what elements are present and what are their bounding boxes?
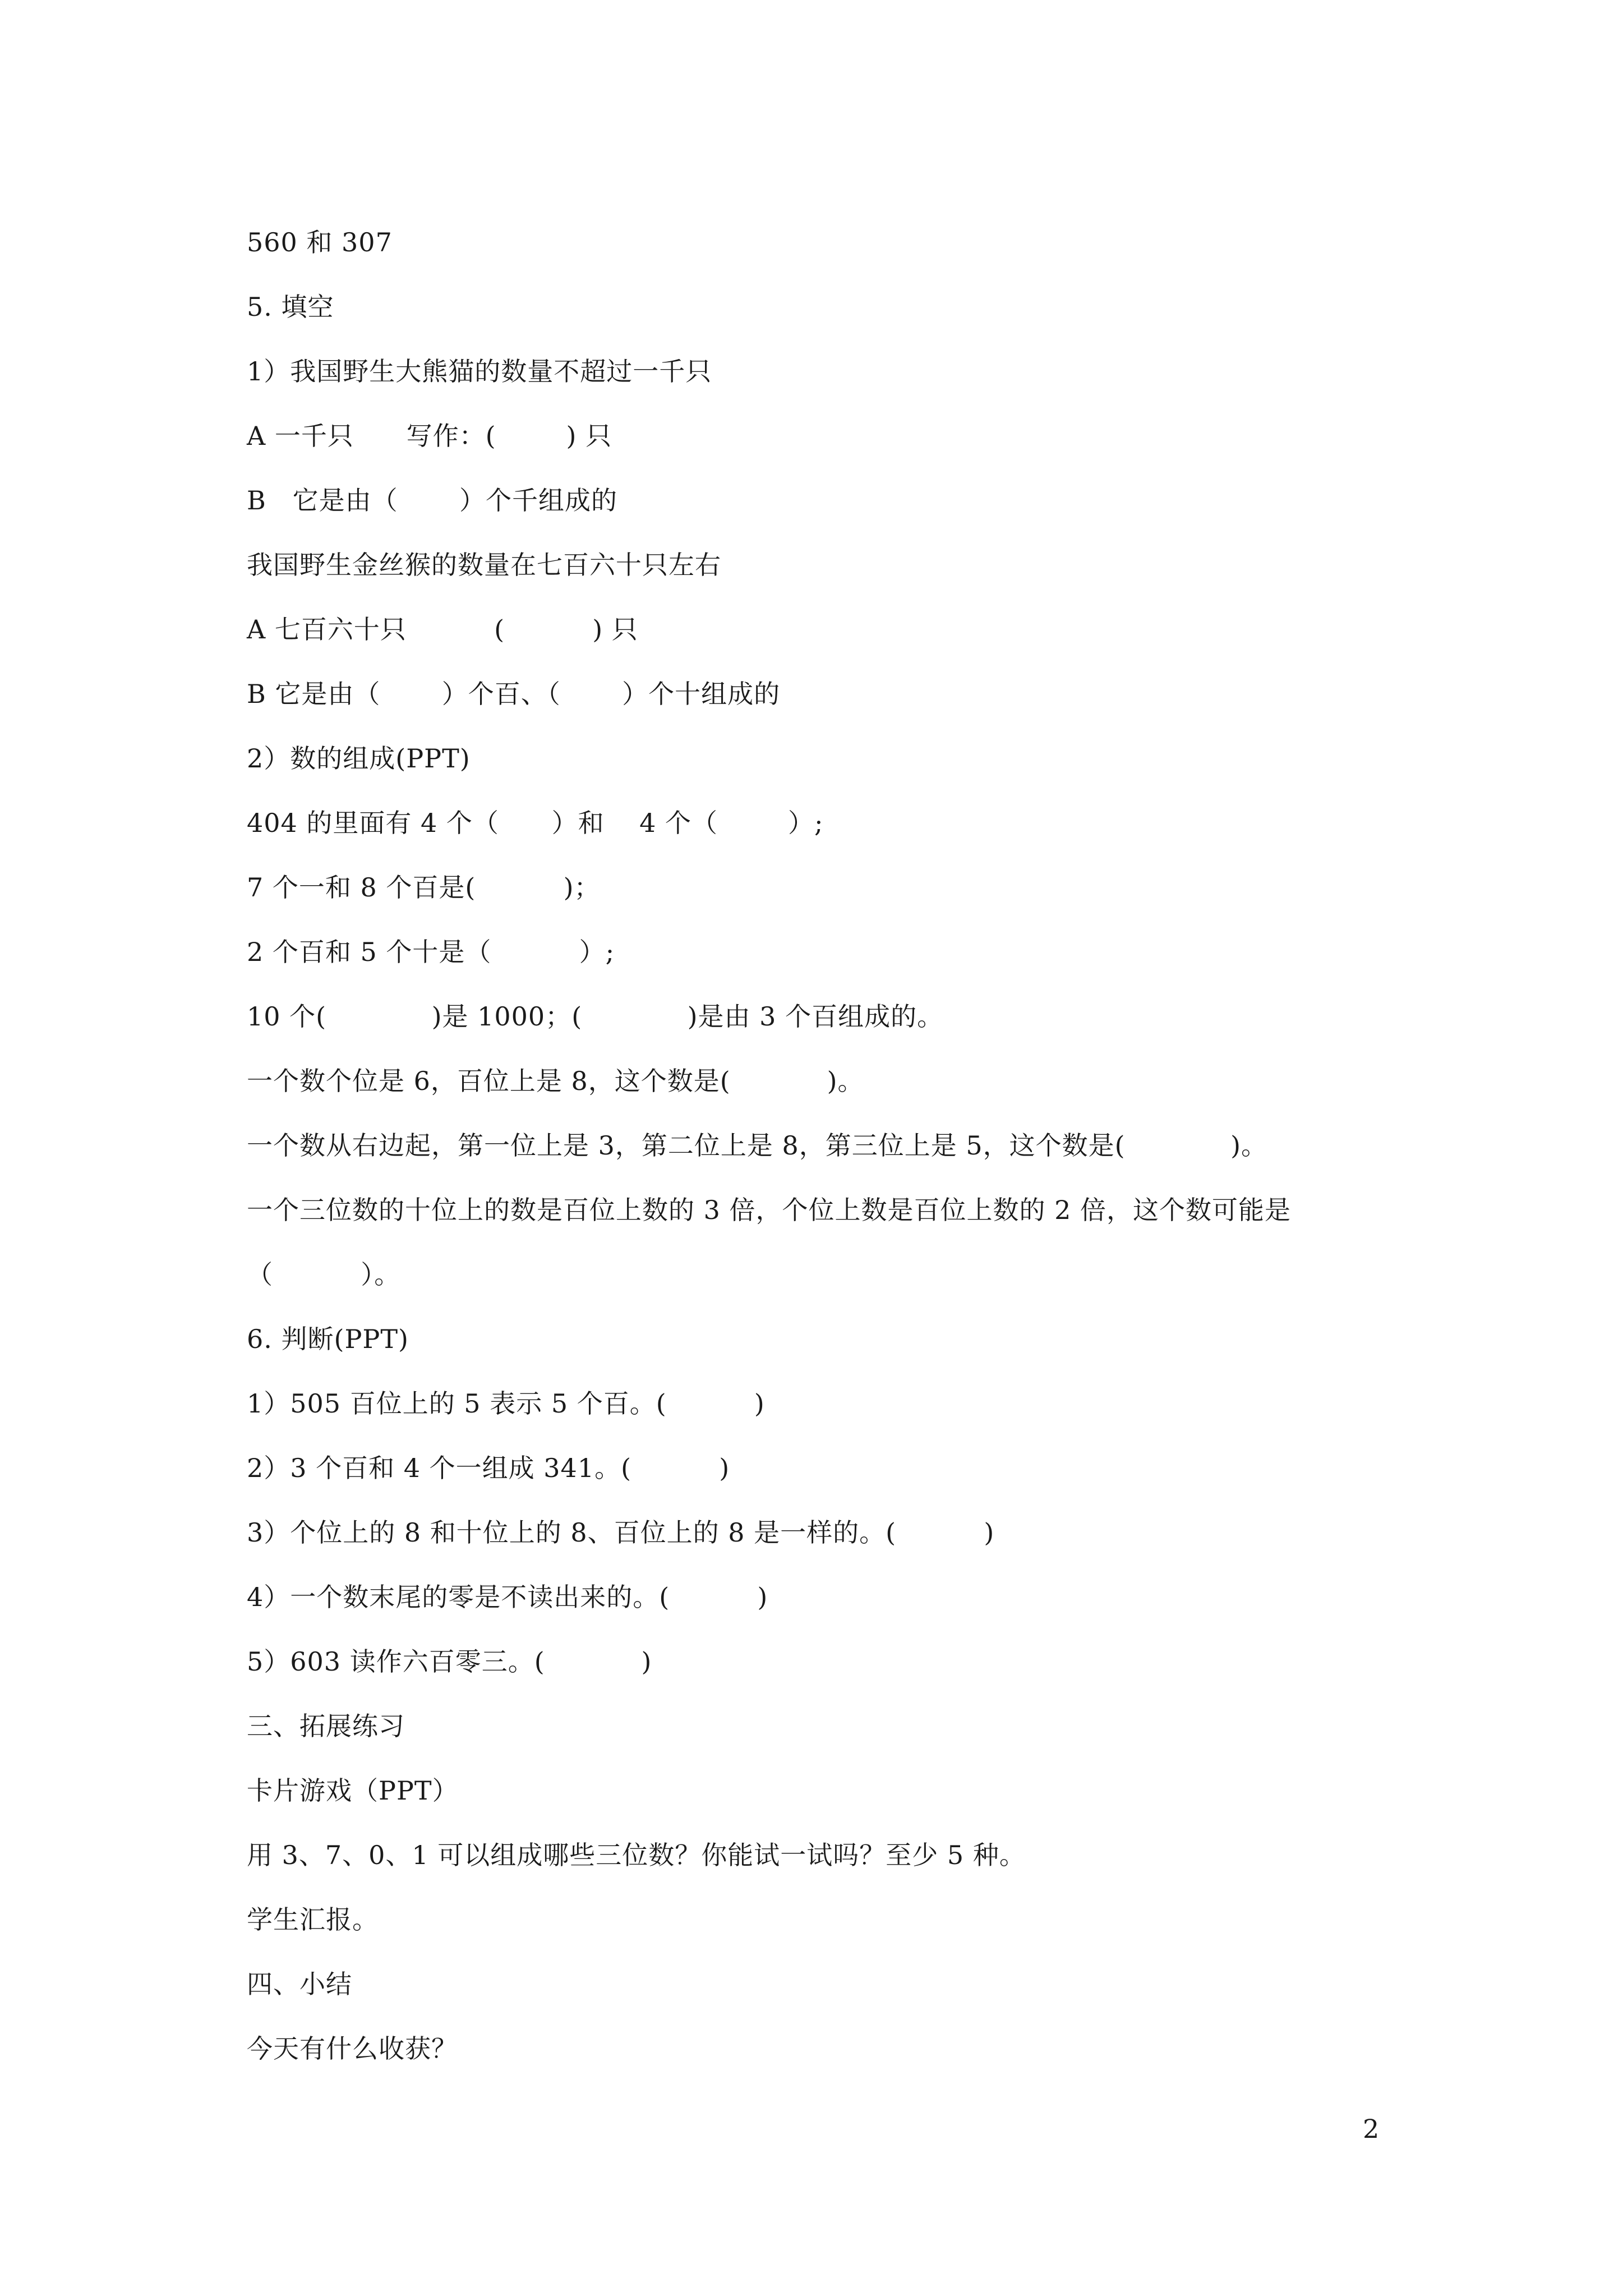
text-line: 我国野生金丝猴的数量在七百六十只左右 xyxy=(247,550,721,580)
text-line: 2）数的组成(PPT) xyxy=(247,743,471,774)
text-line: 5）603 读作六百零三。( ) xyxy=(247,1646,652,1677)
text-line: B 它是由（ ）个千组成的 xyxy=(247,485,618,516)
text-line: 560 和 307 xyxy=(247,227,393,257)
text-line: 用 3、7、0、1 可以组成哪些三位数？你能试一试吗？至少 5 种。 xyxy=(247,1840,1026,1870)
text-line: 一个三位数的十位上的数是百位上数的 3 倍，个位上数是百位上数的 2 倍，这个数可能是 xyxy=(247,1195,1292,1225)
section-heading: 6. 判断(PPT) xyxy=(247,1324,409,1354)
text-line: B 它是由（ ）个百、（ ）个十组成的 xyxy=(247,679,781,709)
section-heading: 四、小结 xyxy=(247,1969,352,1999)
text-line: 一个数个位是 6，百位上是 8，这个数是( )。 xyxy=(247,1066,864,1096)
text-line: 今天有什么收获？ xyxy=(247,2033,458,2064)
text-line: 3）个位上的 8 和十位上的 8、百位上的 8 是一样的。( ) xyxy=(247,1517,995,1548)
text-line: 一个数从右边起，第一位上是 3，第二位上是 8，第三位上是 5，这个数是( )。 xyxy=(247,1130,1268,1161)
text-line: A 七百六十只 ( ) 只 xyxy=(247,614,638,645)
text-line: A 一千只 写作：( ) 只 xyxy=(247,421,612,451)
text-line: （ ）。 xyxy=(247,1259,401,1290)
text-line: 卡片游戏（PPT） xyxy=(247,1775,459,1806)
document-body xyxy=(247,210,1402,2081)
text-line: 404 的里面有 4 个（ ）和 4 个（ ）; xyxy=(247,808,824,838)
text-line: 10 个( )是 1000；( )是由 3 个百组成的。 xyxy=(247,1001,944,1032)
text-line: 2 个百和 5 个十是（ ）; xyxy=(247,937,615,967)
text-line: 4）一个数末尾的零是不读出来的。( ) xyxy=(247,1582,768,1612)
section-heading: 5. 填空 xyxy=(247,292,334,322)
text-line: 1）我国野生大熊猫的数量不超过一千只 xyxy=(247,356,712,386)
page-number: 2 xyxy=(1363,2114,1380,2144)
text-line: 7 个一和 8 个百是( )； xyxy=(247,872,601,903)
text-line: 1）505 百位上的 5 表示 5 个百。( ) xyxy=(247,1388,765,1419)
text-line: 2）3 个百和 4 个一组成 341。( ) xyxy=(247,1453,730,1483)
section-heading: 三、拓展练习 xyxy=(247,1711,405,1741)
text-line: 学生汇报。 xyxy=(247,1904,379,1935)
